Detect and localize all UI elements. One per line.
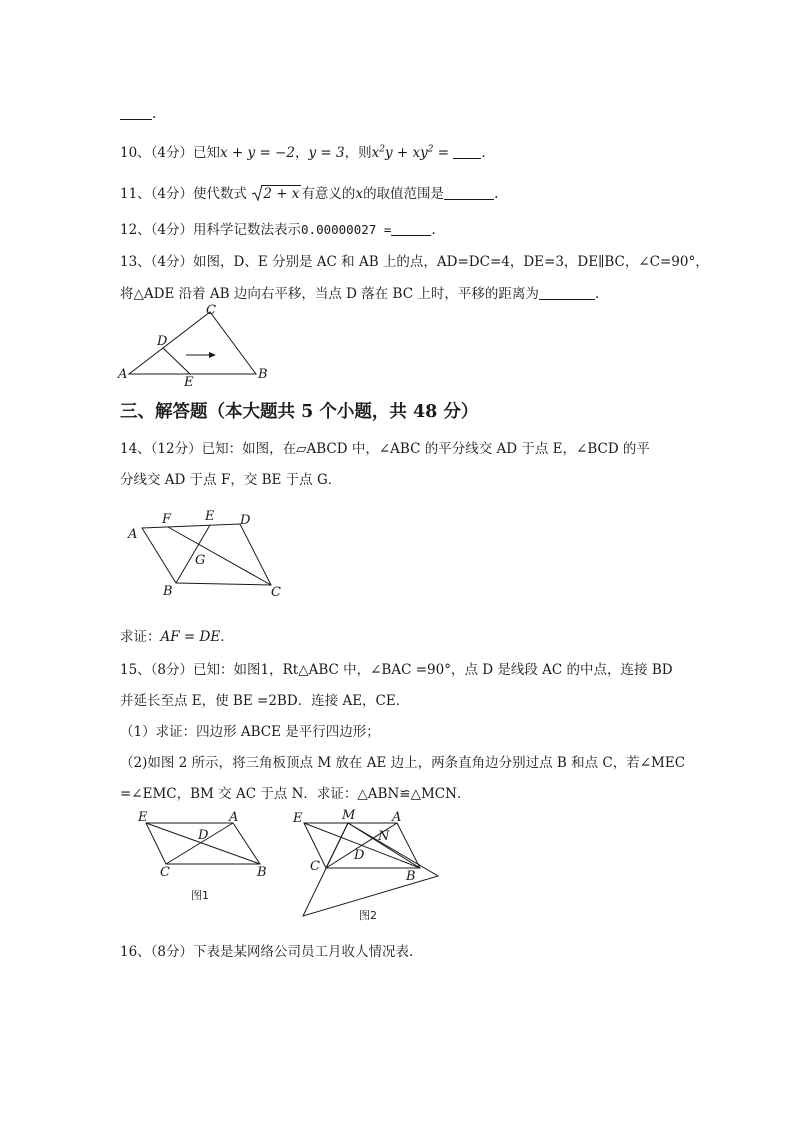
question-11 xyxy=(120,182,498,202)
point-label-c: C xyxy=(160,865,170,880)
question-15-part-2-line-1: （2)如图 2 所示，将三角板顶点 M 放在 AE 边上，两条直角边分别过点 B 和点 C，若∠MEC xyxy=(120,755,686,771)
point-label-n: N xyxy=(378,829,390,844)
point-label-b: B xyxy=(406,869,416,884)
punct: . xyxy=(481,145,486,161)
question-14-line-2: 分线交 AD 于点 F，交 BE 于点 G． xyxy=(120,472,342,488)
section-heading: 三、解答题（本大题共 5 个小题，共 48 分） xyxy=(120,402,479,422)
punct: ， xyxy=(294,145,309,161)
q14-parallelogram-figure xyxy=(128,508,298,598)
segment-de xyxy=(163,348,190,374)
sqrt-expression xyxy=(251,186,301,202)
question-score: （4分） xyxy=(150,186,194,202)
math-equation: x + y = −2 xyxy=(220,145,295,161)
point-label-a: A xyxy=(118,367,128,382)
parallelogram-abcd xyxy=(142,524,271,585)
question-13-line-2 xyxy=(120,282,599,302)
answer-blank xyxy=(391,223,431,236)
question-12 xyxy=(120,218,436,238)
math-number: 0.00000027 = xyxy=(301,222,392,237)
answer-blank xyxy=(539,287,595,300)
point-label-e: E xyxy=(205,509,215,524)
q14-prove xyxy=(120,625,234,645)
q15-figure-1 xyxy=(136,808,276,904)
math-var: x xyxy=(355,186,364,202)
question-text: 用科学记数法表示 xyxy=(193,222,302,238)
point-label-c: C xyxy=(206,303,216,318)
question-number: 11、 xyxy=(120,186,151,202)
point-label-m: M xyxy=(342,808,356,823)
point-label-a: A xyxy=(392,810,402,825)
q9-answer-tail xyxy=(120,106,156,122)
punct: . xyxy=(431,222,436,238)
question-15-line-2: 并延长至点 E，使 BE =2BD．连接 AE，CE． xyxy=(120,693,410,709)
point-label-d: D xyxy=(354,848,365,863)
radical-sign-icon xyxy=(251,184,263,202)
point-label-f: F xyxy=(162,512,172,527)
answer-blank xyxy=(453,146,481,159)
question-number: 12、 xyxy=(120,222,151,238)
point-label-e: E xyxy=(184,375,194,390)
punct: ． xyxy=(220,629,234,645)
q13-triangle-figure xyxy=(112,300,272,390)
question-13-line-1: 13、（4分）如图，D、E 分别是 AC 和 AB 上的点，AD=DC=4，DE=3，DE∥BC，∠C=90°， xyxy=(120,254,709,270)
answer-blank xyxy=(444,187,494,200)
segment-cf xyxy=(168,527,271,585)
question-14-line-1: 14、（12分）已知：如图，在▱ABCD 中，∠ABC 的平分线交 AD 于点 E，∠BCD 的平 xyxy=(120,441,650,457)
point-label-d: D xyxy=(240,513,251,528)
question-number: 10、 xyxy=(120,145,151,161)
point-label-c: C xyxy=(271,585,281,600)
arrow-head-icon xyxy=(209,352,216,358)
math-term: y + xy xyxy=(384,145,428,161)
point-label-e: E xyxy=(138,810,148,825)
question-text: ，则 xyxy=(344,145,372,161)
figure-caption: 图2 xyxy=(359,909,377,922)
point-label-e: E xyxy=(293,811,303,826)
point-label-a: A xyxy=(128,527,138,542)
question-text: 的取值范围是 xyxy=(363,186,445,202)
question-10 xyxy=(120,141,486,161)
point-label-g: G xyxy=(195,553,206,568)
prove-label: 求证： xyxy=(120,629,161,645)
figure-caption: 图1 xyxy=(191,889,209,902)
point-label-d: D xyxy=(157,334,168,349)
question-16: 16、（8分）下表是某网络公司员工月收人情况表. xyxy=(120,944,414,960)
question-text: 使代数式 xyxy=(193,186,248,202)
triangle-abc xyxy=(129,312,256,374)
point-label-b: B xyxy=(257,865,267,880)
radicand: 2 + x xyxy=(263,186,300,202)
math-expression: $x^2y + xy^2$ = xyxy=(371,144,454,161)
question-15-part-1: （1）求证：四边形 ABCE 是平行四边形； xyxy=(120,724,380,740)
point-label-d: D xyxy=(198,828,209,843)
question-text: 有意义的 xyxy=(301,186,356,202)
question-15-part-2-line-2: =∠EMC，BM 交 AC 于点 N．求证：△ABN≌△MCN． xyxy=(120,786,471,802)
q15-figure-2 xyxy=(288,806,448,924)
point-label-b: B xyxy=(163,584,173,599)
question-text: 将△ADE 沿着 AB 边向右平移，当点 D 落在 BC 上时，平移的距离为 xyxy=(120,286,539,302)
punct: . xyxy=(594,286,600,302)
point-label-c: C xyxy=(310,859,320,874)
question-15-line-1: 15、（8分）已知：如图1，Rt△ABC 中，∠BAC =90°，点 D 是线段 AC 的中点，连接 BD xyxy=(120,662,673,678)
point-label-b: B xyxy=(258,367,268,382)
punct: . xyxy=(152,106,157,122)
punct: . xyxy=(494,186,499,202)
question-score: （4分） xyxy=(150,145,194,161)
point-label-a: A xyxy=(229,810,239,825)
math-var: x xyxy=(371,145,380,161)
answer-blank xyxy=(120,107,152,120)
math-equals: = xyxy=(433,145,454,161)
math-equation: y = 3 xyxy=(308,145,345,161)
question-text: 已知 xyxy=(193,145,221,161)
question-score: （4分） xyxy=(150,222,194,238)
math-equation: AF = DE xyxy=(160,629,221,645)
